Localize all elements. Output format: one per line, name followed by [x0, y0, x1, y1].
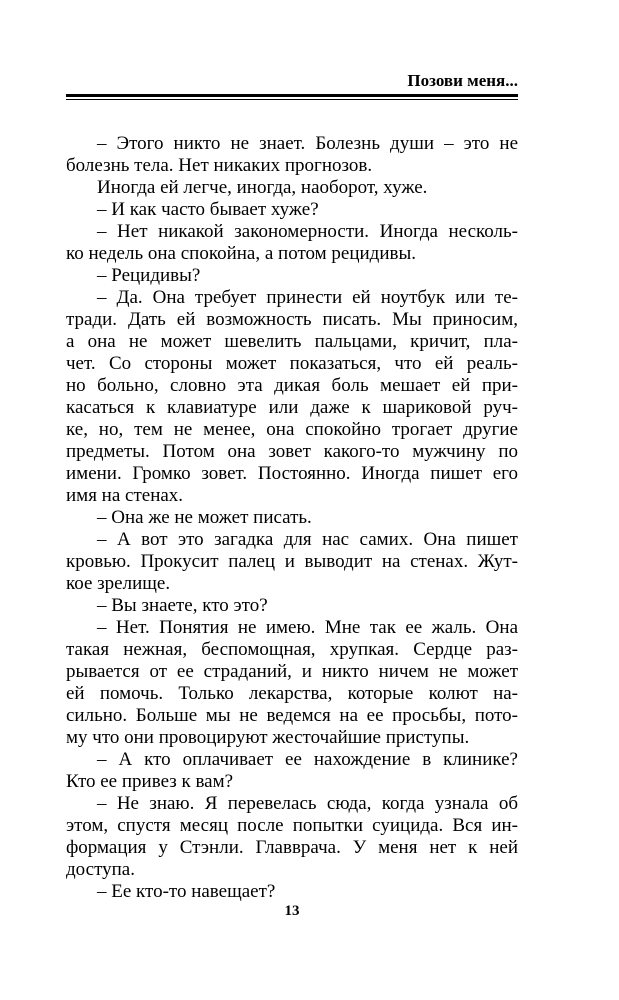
header-rule-thin	[66, 99, 518, 100]
text-line: – И как часто бывает хуже?	[97, 199, 319, 220]
text-line: болезнь тела. Нет никаких прогнозов.	[66, 155, 373, 176]
text-line: – Ее кто-то навещает?	[97, 881, 276, 902]
text-line: – Нет никакой закономерности. Иногда несколь-	[97, 221, 518, 242]
text-line: тради. Дать ей возможность писать. Мы приносим,	[66, 309, 518, 330]
text-line: рывается от ее страданий, и никто ничем не может	[66, 661, 518, 682]
text-line: кровью. Прокусит палец и выводит на стенах. Жут-	[66, 551, 518, 572]
text-line: имени. Громко зовет. Постоянно. Иногда пишет его	[66, 463, 518, 484]
text-line: му что они провоцируют жесточайшие приступы.	[66, 727, 470, 748]
text-line: – Она же не может писать.	[97, 507, 312, 528]
text-line: – Рецидивы?	[97, 265, 201, 286]
text-line: этом, спустя месяц после попытки суицида. Вся ин-	[66, 815, 518, 836]
text-line: ко недель она спокойна, а потом рецидивы.	[66, 243, 417, 264]
text-line: – А кто оплачивает ее нахождение в клинике?	[97, 749, 518, 770]
text-line: – Этого никто не знает. Болезнь души – это не	[97, 133, 518, 154]
text-line: Кто ее привез к вам?	[66, 771, 234, 792]
text-line: сильно. Больше мы не ведемся на ее просьбы, пото-	[66, 705, 518, 726]
text-line: ей помочь. Только лекарства, которые колют на-	[66, 683, 518, 704]
text-line: но больно, словно эта дикая боль мешает ей при-	[66, 375, 518, 396]
text-line: а она не может шевелить пальцами, кричит, пла-	[66, 331, 518, 352]
running-header: Позови меня...	[407, 71, 518, 90]
text-line: – Да. Она требует принести ей ноутбук или те-	[97, 287, 518, 308]
text-line: – Не знаю. Я перевелась сюда, когда узнала об	[97, 793, 518, 814]
header-rule-thick	[66, 94, 518, 97]
text-line: Иногда ей легче, иногда, наоборот, хуже.	[97, 177, 428, 198]
text-line: ке, но, тем не менее, она спокойно трогает другие	[66, 419, 518, 440]
text-line: чет. Со стороны может показаться, что ей реаль-	[66, 353, 518, 374]
text-line: касаться к клавиатуре или даже к шариковой руч-	[66, 397, 518, 418]
text-line: имя на стенах.	[66, 485, 184, 506]
text-line: – А вот это загадка для нас самих. Она пишет	[97, 529, 518, 550]
text-line: – Нет. Понятия не имею. Мне так ее жаль. Она	[97, 617, 518, 638]
page-number: 13	[284, 903, 300, 919]
text-line: такая нежная, беспомощная, хрупкая. Сердце раз-	[66, 639, 518, 660]
text-line: формация у Стэнли. Главврача. У меня нет к ней	[66, 837, 518, 858]
text-line: предметы. Потом она зовет какого-то мужчину по	[66, 441, 518, 462]
text-line: – Вы знаете, кто это?	[97, 595, 268, 616]
text-line: кое зрелище.	[66, 573, 171, 594]
text-line: доступа.	[66, 859, 135, 880]
page-body	[66, 133, 518, 903]
